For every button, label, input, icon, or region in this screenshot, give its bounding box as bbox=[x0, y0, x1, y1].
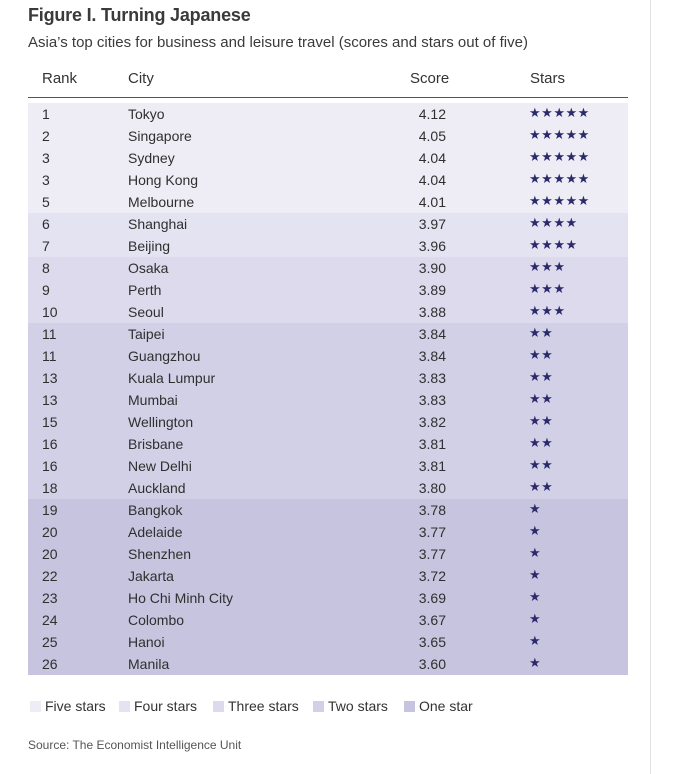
rank-cell: 10 bbox=[42, 304, 58, 320]
star-icon: ★ bbox=[541, 127, 554, 142]
star-icon: ★ bbox=[553, 303, 566, 318]
table-row bbox=[28, 631, 628, 653]
table-row bbox=[28, 103, 628, 125]
star-icon: ★ bbox=[553, 259, 566, 274]
star-icon: ★ bbox=[553, 215, 566, 230]
rank-cell: 6 bbox=[42, 216, 50, 232]
rank-cell: 3 bbox=[42, 172, 50, 188]
star-icon: ★ bbox=[553, 105, 566, 120]
star-rating bbox=[529, 259, 565, 275]
star-icon: ★ bbox=[553, 171, 566, 186]
rank-cell: 26 bbox=[42, 656, 58, 672]
table-row bbox=[28, 521, 628, 543]
city-cell: Guangzhou bbox=[128, 348, 201, 364]
star-icon: ★ bbox=[553, 127, 566, 142]
star-icon: ★ bbox=[541, 259, 554, 274]
score-cell: 3.60 bbox=[418, 656, 446, 672]
star-icon: ★ bbox=[541, 457, 554, 472]
star-icon: ★ bbox=[541, 105, 554, 120]
score-cell: 3.78 bbox=[418, 502, 446, 518]
score-cell: 3.88 bbox=[418, 304, 446, 320]
score-cell: 4.01 bbox=[418, 194, 446, 210]
rank-cell: 1 bbox=[42, 106, 50, 122]
table-row bbox=[28, 609, 628, 631]
star-rating bbox=[529, 457, 553, 473]
city-cell: Beijing bbox=[128, 238, 171, 254]
star-icon: ★ bbox=[529, 127, 542, 142]
star-rating bbox=[529, 567, 541, 583]
rank-cell: 22 bbox=[42, 568, 58, 584]
city-cell: Shanghai bbox=[128, 216, 188, 232]
star-icon: ★ bbox=[529, 633, 542, 648]
table-row bbox=[28, 257, 628, 279]
table-row bbox=[28, 169, 628, 191]
header-score: Score bbox=[410, 70, 450, 87]
table-row bbox=[28, 235, 628, 257]
header-rank: Rank bbox=[42, 70, 78, 87]
city-cell: Mumbai bbox=[128, 392, 178, 408]
star-icon: ★ bbox=[577, 193, 590, 208]
legend-label: Four stars bbox=[134, 698, 198, 714]
star-rating bbox=[529, 435, 553, 451]
star-icon: ★ bbox=[577, 127, 590, 142]
star-icon: ★ bbox=[529, 523, 542, 538]
city-cell: Taipei bbox=[128, 326, 165, 342]
table-row bbox=[28, 565, 628, 587]
star-rating bbox=[529, 281, 565, 297]
score-cell: 3.77 bbox=[418, 546, 446, 562]
score-cell: 3.81 bbox=[418, 458, 446, 474]
star-rating bbox=[529, 347, 553, 363]
table-row bbox=[28, 345, 628, 367]
score-cell: 3.81 bbox=[418, 436, 446, 452]
star-icon: ★ bbox=[541, 193, 554, 208]
chart-title: Figure I. Turning Japanese bbox=[28, 5, 251, 25]
star-icon: ★ bbox=[577, 171, 590, 186]
rank-cell: 18 bbox=[42, 480, 58, 496]
star-icon: ★ bbox=[565, 215, 578, 230]
table-row bbox=[28, 367, 628, 389]
table-row bbox=[28, 411, 628, 433]
score-cell: 4.05 bbox=[418, 128, 446, 144]
city-cell: Jakarta bbox=[128, 568, 174, 584]
city-cell: Hong Kong bbox=[128, 172, 199, 188]
rank-cell: 19 bbox=[42, 502, 58, 518]
rank-cell: 13 bbox=[42, 370, 58, 386]
star-rating bbox=[529, 325, 553, 341]
star-icon: ★ bbox=[553, 149, 566, 164]
score-cell: 3.90 bbox=[418, 260, 446, 276]
score-cell: 3.89 bbox=[418, 282, 446, 298]
city-cell: Hanoi bbox=[128, 634, 165, 650]
star-icon: ★ bbox=[553, 193, 566, 208]
star-rating bbox=[529, 589, 541, 605]
header-city: City bbox=[128, 70, 154, 87]
legend-swatch bbox=[404, 701, 415, 712]
rank-cell: 24 bbox=[42, 612, 58, 628]
city-cell: Tokyo bbox=[128, 106, 165, 122]
city-cell: Auckland bbox=[128, 480, 186, 496]
star-icon: ★ bbox=[529, 171, 542, 186]
star-icon: ★ bbox=[541, 237, 554, 252]
star-rating bbox=[529, 303, 565, 319]
rank-cell: 9 bbox=[42, 282, 50, 298]
city-cell: Wellington bbox=[128, 414, 194, 430]
ranking-table bbox=[28, 103, 628, 675]
star-icon: ★ bbox=[529, 589, 542, 604]
star-rating bbox=[529, 479, 553, 495]
table-header bbox=[28, 70, 628, 96]
header-stars: Stars bbox=[530, 70, 566, 87]
star-icon: ★ bbox=[565, 193, 578, 208]
star-rating bbox=[529, 413, 553, 429]
star-icon: ★ bbox=[529, 237, 542, 252]
rank-cell: 20 bbox=[42, 524, 58, 540]
header-divider bbox=[28, 97, 628, 98]
score-cell: 3.96 bbox=[418, 238, 446, 254]
score-cell: 3.69 bbox=[418, 590, 446, 606]
star-rating bbox=[529, 523, 541, 539]
star-icon: ★ bbox=[529, 215, 542, 230]
score-cell: 3.72 bbox=[418, 568, 446, 584]
rank-cell: 7 bbox=[42, 238, 50, 254]
frame-border bbox=[650, 0, 651, 774]
city-cell: Seoul bbox=[128, 304, 164, 320]
star-icon: ★ bbox=[565, 171, 578, 186]
star-icon: ★ bbox=[529, 479, 542, 494]
source-note: Source: The Economist Intelligence Unit bbox=[28, 738, 242, 752]
table-row bbox=[28, 389, 628, 411]
star-icon: ★ bbox=[529, 259, 542, 274]
star-icon: ★ bbox=[565, 149, 578, 164]
score-cell: 3.65 bbox=[418, 634, 446, 650]
star-icon: ★ bbox=[529, 611, 542, 626]
star-icon: ★ bbox=[529, 193, 542, 208]
star-icon: ★ bbox=[529, 105, 542, 120]
legend-label: Three stars bbox=[228, 698, 299, 714]
city-cell: Kuala Lumpur bbox=[128, 370, 216, 386]
table-row bbox=[28, 455, 628, 477]
legend-swatch bbox=[313, 701, 324, 712]
star-icon: ★ bbox=[529, 545, 542, 560]
star-icon: ★ bbox=[541, 369, 554, 384]
city-cell: Ho Chi Minh City bbox=[128, 590, 234, 606]
star-rating bbox=[529, 633, 541, 649]
score-cell: 4.04 bbox=[418, 172, 446, 188]
table-row bbox=[28, 125, 628, 147]
rank-cell: 16 bbox=[42, 436, 58, 452]
star-rating bbox=[529, 611, 541, 627]
city-cell: Colombo bbox=[128, 612, 185, 628]
city-cell: Adelaide bbox=[128, 524, 183, 540]
star-rating bbox=[529, 655, 541, 671]
star-rating bbox=[529, 545, 541, 561]
star-icon: ★ bbox=[529, 149, 542, 164]
table-row bbox=[28, 543, 628, 565]
score-cell: 3.67 bbox=[418, 612, 446, 628]
star-icon: ★ bbox=[565, 105, 578, 120]
legend-label: Two stars bbox=[328, 698, 388, 714]
star-icon: ★ bbox=[553, 281, 566, 296]
star-icon: ★ bbox=[577, 149, 590, 164]
rank-cell: 11 bbox=[42, 326, 57, 342]
rank-cell: 5 bbox=[42, 194, 50, 210]
table-row bbox=[28, 587, 628, 609]
rank-cell: 2 bbox=[42, 128, 50, 144]
star-icon: ★ bbox=[529, 369, 542, 384]
star-icon: ★ bbox=[541, 325, 554, 340]
score-cell: 4.04 bbox=[418, 150, 446, 166]
table-row bbox=[28, 191, 628, 213]
score-cell: 3.84 bbox=[418, 348, 446, 364]
score-cell: 3.77 bbox=[418, 524, 446, 540]
legend-swatch bbox=[213, 701, 224, 712]
score-cell: 3.80 bbox=[418, 480, 446, 496]
star-icon: ★ bbox=[553, 237, 566, 252]
score-cell: 3.83 bbox=[418, 370, 446, 386]
star-icon: ★ bbox=[529, 413, 542, 428]
rank-cell: 8 bbox=[42, 260, 50, 276]
table-row bbox=[28, 653, 628, 675]
city-cell: Bangkok bbox=[128, 502, 183, 518]
star-icon: ★ bbox=[541, 435, 554, 450]
star-rating bbox=[529, 193, 590, 209]
star-icon: ★ bbox=[529, 655, 542, 670]
rank-cell: 20 bbox=[42, 546, 58, 562]
table-row bbox=[28, 477, 628, 499]
star-icon: ★ bbox=[541, 303, 554, 318]
star-icon: ★ bbox=[565, 127, 578, 142]
rank-cell: 23 bbox=[42, 590, 58, 606]
table-row bbox=[28, 323, 628, 345]
score-cell: 3.84 bbox=[418, 326, 446, 342]
legend-label: One star bbox=[419, 698, 473, 714]
table-row bbox=[28, 433, 628, 455]
star-rating bbox=[529, 127, 590, 143]
legend-swatch bbox=[119, 701, 130, 712]
star-icon: ★ bbox=[529, 325, 542, 340]
rank-cell: 25 bbox=[42, 634, 58, 650]
legend-swatch bbox=[30, 701, 41, 712]
star-icon: ★ bbox=[529, 303, 542, 318]
star-icon: ★ bbox=[541, 215, 554, 230]
star-rating bbox=[529, 149, 590, 165]
star-rating bbox=[529, 391, 553, 407]
star-icon: ★ bbox=[529, 435, 542, 450]
table-row bbox=[28, 213, 628, 235]
star-rating bbox=[529, 105, 590, 121]
city-cell: Singapore bbox=[128, 128, 192, 144]
star-icon: ★ bbox=[541, 281, 554, 296]
star-icon: ★ bbox=[529, 457, 542, 472]
city-cell: Manila bbox=[128, 656, 170, 672]
star-icon: ★ bbox=[529, 567, 542, 582]
rank-cell: 16 bbox=[42, 458, 58, 474]
city-cell: Shenzhen bbox=[128, 546, 192, 562]
table-row bbox=[28, 499, 628, 521]
star-icon: ★ bbox=[541, 347, 554, 362]
table-row bbox=[28, 147, 628, 169]
legend-label: Five stars bbox=[45, 698, 106, 714]
score-cell: 3.83 bbox=[418, 392, 446, 408]
rank-cell: 3 bbox=[42, 150, 50, 166]
rank-cell: 13 bbox=[42, 392, 58, 408]
city-cell: Melbourne bbox=[128, 194, 195, 210]
city-cell: Perth bbox=[128, 282, 162, 298]
city-cell: Sydney bbox=[128, 150, 175, 166]
city-cell: Brisbane bbox=[128, 436, 184, 452]
star-rating bbox=[529, 237, 578, 253]
chart-subtitle: Asia’s top cities for business and leisure travel (scores and stars out of five) bbox=[28, 34, 528, 51]
star-icon: ★ bbox=[541, 413, 554, 428]
star-rating bbox=[529, 369, 553, 385]
star-icon: ★ bbox=[529, 391, 542, 406]
city-cell: New Delhi bbox=[128, 458, 192, 474]
star-icon: ★ bbox=[529, 501, 542, 516]
rank-cell: 11 bbox=[42, 348, 57, 364]
score-cell: 3.97 bbox=[418, 216, 446, 232]
star-icon: ★ bbox=[529, 347, 542, 362]
star-rating bbox=[529, 501, 541, 517]
star-icon: ★ bbox=[529, 281, 542, 296]
star-icon: ★ bbox=[541, 149, 554, 164]
score-cell: 4.12 bbox=[418, 106, 446, 122]
city-cell: Osaka bbox=[128, 260, 169, 276]
star-icon: ★ bbox=[565, 237, 578, 252]
score-cell: 3.82 bbox=[418, 414, 446, 430]
star-rating bbox=[529, 215, 578, 231]
table-row bbox=[28, 279, 628, 301]
star-icon: ★ bbox=[577, 105, 590, 120]
table-row bbox=[28, 301, 628, 323]
star-icon: ★ bbox=[541, 391, 554, 406]
star-icon: ★ bbox=[541, 479, 554, 494]
star-icon: ★ bbox=[541, 171, 554, 186]
rank-cell: 15 bbox=[42, 414, 58, 430]
star-rating bbox=[529, 171, 590, 187]
